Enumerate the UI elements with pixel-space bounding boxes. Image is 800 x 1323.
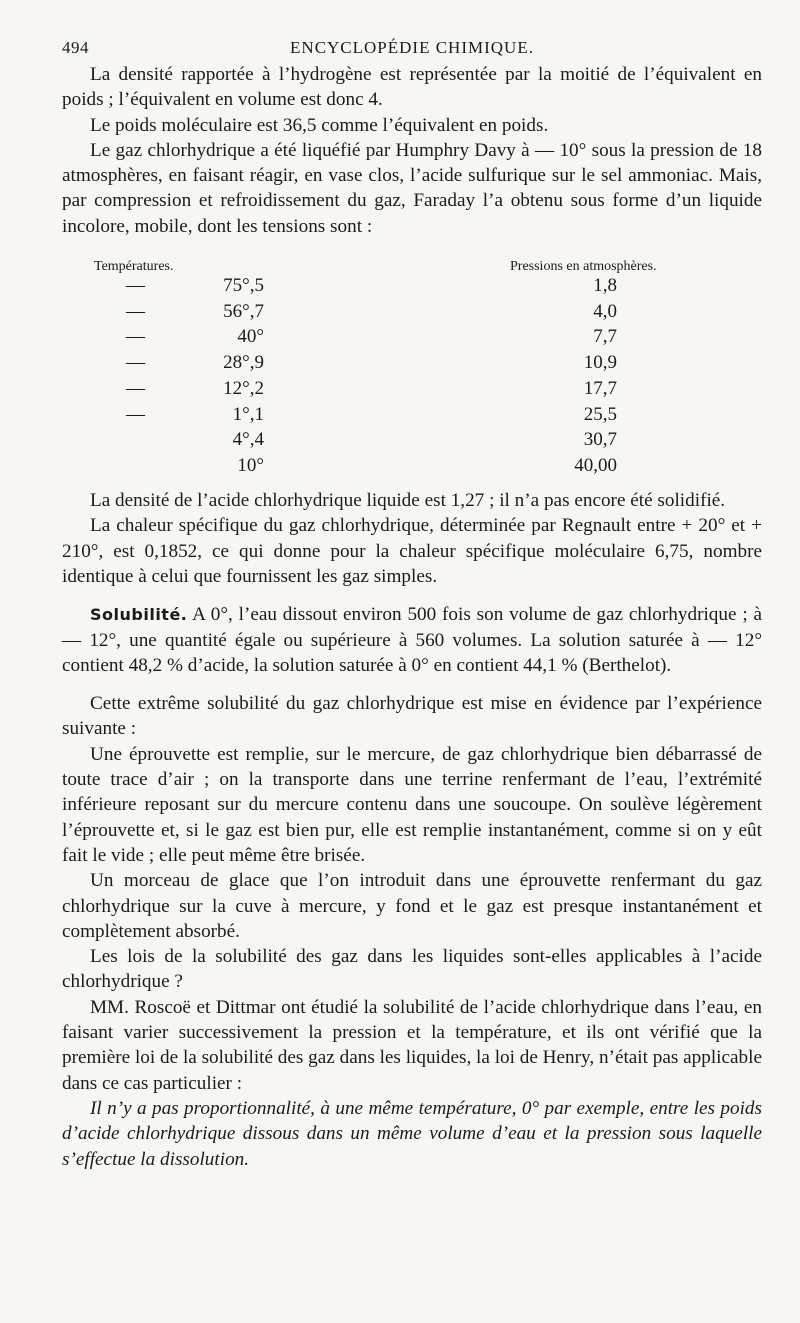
temperature-cell: 12°,2	[223, 377, 264, 399]
temperature-cell: 56°,7	[223, 300, 264, 322]
paragraph-experiment: Une éprouvette est remplie, sur le mercure, de gaz chlorhydrique bien débarrassé de toute trace d’air ; on la transporte dans une terrine renfermant de l’eau, l’extrémité inférieure reposant sur du mercure contenu dans une soucoupe. On soulève légèrement l’éprouvette et, si le gaz est bien pur, elle est remplie instantanément, comme si on y eût fait le vide ; elle peut même être brisée.	[62, 743, 762, 866]
pressure-cell: 7,7	[593, 326, 617, 348]
paragraph-solubility	[62, 602, 762, 678]
section-gap	[62, 678, 762, 691]
page-number: 494	[62, 38, 89, 57]
temperature-cell: 10°	[237, 454, 264, 476]
paragraph-laws-question: Les lois de la solubilité des gaz dans les liquides sont-elles applicables à l’acide chlorhydrique ?	[62, 946, 762, 993]
temperature-cell: 40°	[237, 326, 264, 348]
paragraph-conclusion: Il n’y a pas proportionnalité, à une même température, 0° par exemple, entre les poids d’acide chlorhydrique dissous dans un même volume d’eau et la pression sous laquelle s’effectue la dissolution.	[62, 1097, 762, 1170]
pressure-cell: 40,00	[574, 454, 617, 476]
paragraph-density: La densité rapportée à l’hydrogène est représentée par la moitié de l’équivalent en poids ; l’équivalent en volume est donc 4.	[62, 64, 762, 111]
table-row	[62, 427, 762, 453]
column-header-temperatures: Températures.	[94, 259, 174, 275]
paragraph-liquefaction: Le gaz chlorhydrique a été liquéfié par Humphry Davy à — 10° sous la pression de 18 atmosphères, en faisant réagir, en vase clos, l’acide sulfurique sur le sel ammoniac. Mais, par compression et refroidissement du gaz, Faraday l’a obtenu sous forme d’un liquide incolore, mobile, dont les tensions sont :	[62, 139, 762, 237]
table-row	[62, 350, 762, 376]
minus-sign: —	[126, 275, 145, 297]
minus-sign: —	[126, 377, 145, 399]
temperature-cell: 28°,9	[223, 352, 264, 374]
paragraph-ice: Un morceau de glace que l’on introduit dans une éprouvette renfermant du gaz chlorhydrique sur la cuve à mercure, y fond et le gaz est presque instantanément et complètement absorbé.	[62, 870, 762, 942]
table-row	[62, 324, 762, 350]
paragraph-molecular-weight: Le poids moléculaire est 36,5 comme l’équivalent en poids.	[90, 114, 549, 136]
temperature-cell: 1°,1	[232, 403, 264, 425]
solubility-text: A 0°, l’eau dissout environ 500 fois son volume de gaz chlorhydrique ; à — 12°, une quantité égale ou supérieure à 560 volumes. La solution saturée à — 12° contient 48,2 % d’acide, la solution saturée à 0° en contient 44,1 % (Berthelot).	[62, 604, 762, 676]
temperature-cell: 4°,4	[232, 429, 264, 451]
pressure-cell: 4,0	[593, 300, 617, 322]
table-row	[62, 402, 762, 428]
paragraph-specific-heat: La chaleur spécifique du gaz chlorhydrique, déterminée par Regnault entre + 20° et + 210°, est 0,1852, ce qui donne pour la chaleur spécifique moléculaire 6,75, nombre identique à celui que fournissent les gaz simples.	[62, 515, 762, 587]
minus-sign: —	[126, 403, 145, 425]
page	[62, 38, 762, 1172]
minus-sign: —	[126, 352, 145, 374]
table-row	[62, 453, 762, 479]
minus-sign: —	[126, 300, 145, 322]
section-gap	[62, 589, 762, 602]
page-header	[62, 38, 762, 62]
table-row	[62, 273, 762, 299]
pressure-cell: 17,7	[583, 377, 617, 399]
solubility-heading: Solubilité.	[90, 605, 188, 625]
paragraph-liquid-density: La densité de l’acide chlorhydrique liquide est 1,27 ; il n’a pas encore été solidifié.	[90, 490, 726, 512]
pressure-cell: 10,9	[583, 352, 617, 374]
pressure-cell: 30,7	[583, 429, 617, 451]
table-rows	[62, 273, 762, 479]
table-row	[62, 376, 762, 402]
paragraph-roscoe-dittmar: MM. Roscoë et Dittmar ont étudié la solubilité de l’acide chlorhydrique dans l’eau, en faisant varier successivement la pression et la température, et ils ont vérifié que la première loi de la solubilité des gaz dans les liquides, la loi de Henry, n’était pas applicable dans ce cas particulier :	[62, 996, 762, 1094]
running-title: ENCYCLOPÉDIE CHIMIQUE.	[290, 38, 534, 57]
tension-table	[62, 259, 762, 475]
pressure-cell: 1,8	[593, 275, 617, 297]
paragraph-experiment-intro: Cette extrême solubilité du gaz chlorhydrique est mise en évidence par l’expérience suivante :	[62, 693, 762, 740]
table-row	[62, 299, 762, 325]
temperature-cell: 75°,5	[223, 275, 264, 297]
column-header-pressures: Pressions en atmosphères.	[510, 259, 657, 275]
pressure-cell: 25,5	[583, 403, 617, 425]
minus-sign: —	[126, 326, 145, 348]
